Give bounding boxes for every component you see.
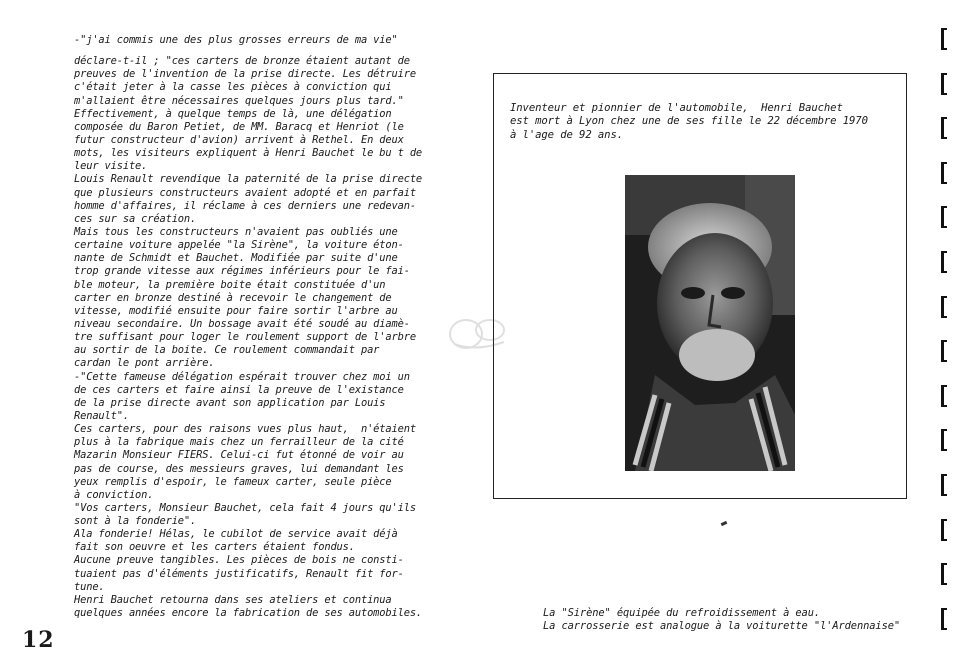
- body-text-line: quelques années encore la fabrication de ses automobiles.: [74, 607, 423, 620]
- body-text-line: déclare-t-il ; "ces carters de bronze étaient autant de: [74, 55, 410, 68]
- body-text-line: Aucune preuve tangibles. Les pièces de bois ne consti-: [74, 554, 404, 567]
- photo-caption-line: est mort à Lyon chez une de ses fille le 22 décembre 1970: [510, 115, 868, 128]
- body-text-line: Mais tous les constructeurs n'avaient pas oubliés une: [74, 225, 398, 238]
- binding-ring-icon: [941, 162, 944, 184]
- body-text-line: fait son oeuvre et les carters étaient fondus.: [74, 541, 355, 554]
- body-text-line: leur visite.: [74, 160, 148, 173]
- body-text-line: c'était jeter à la casse les pièces à conviction qui: [74, 81, 392, 94]
- body-text-line: de ces carters et faire ainsi la preuve de l'existance: [74, 383, 404, 396]
- body-text-line: m'allaient être nécessaires quelques jours plus tard.": [74, 94, 404, 107]
- body-text-line: nante de Schmidt et Bauchet. Modifiée par suite d'une: [74, 252, 398, 265]
- body-text-line: Louis Renault revendique la paternité de la prise directe: [74, 173, 423, 186]
- body-text-line: mots, les visiteurs expliquent à Henri Bauchet le bu t de: [74, 147, 423, 160]
- body-text-line: Renault".: [74, 409, 129, 422]
- binding-ring-icon: [941, 563, 944, 585]
- page-number: 12: [22, 627, 55, 653]
- watermark-stamp-icon: [446, 314, 510, 354]
- photo-caption: [510, 102, 900, 142]
- body-text-line: Mazarin Monsieur FIERS. Celui-ci fut étonné de voir au: [74, 449, 404, 462]
- body-text-line: yeux remplis d'espoir, le fameux carter, seule pièce: [74, 475, 392, 488]
- body-text-line: sont à la fonderie".: [74, 515, 197, 528]
- binding-ring-icon: [941, 73, 944, 95]
- body-text-line: trop grande vitesse aux régimes inférieurs pour le fai-: [74, 265, 410, 278]
- body-text-line: cardan le pont arrière.: [74, 357, 215, 370]
- binding-ring-icon: [941, 340, 944, 362]
- body-text-line: pas de course, des messieurs graves, lui demandant les: [74, 462, 404, 475]
- spiral-binding: [936, 28, 950, 648]
- photo-caption-line: Inventeur et pionnier de l'automobile, Henri Bauchet: [510, 102, 843, 114]
- body-text-line: Ala fonderie! Hélas, le cubilot de service avait déjà: [74, 528, 398, 541]
- binding-ring-icon: [941, 429, 944, 451]
- binding-ring-icon: [941, 206, 944, 228]
- binding-ring-icon: [941, 474, 944, 496]
- portrait-photo: [625, 175, 795, 471]
- stray-mark: [721, 521, 728, 526]
- body-text: [74, 34, 464, 620]
- photo-frame: [493, 73, 907, 499]
- body-text-line: -"j'ai commis une des plus grosses erreurs de ma vie": [74, 34, 398, 46]
- body-text-line: "Vos carters, Monsieur Bauchet, cela fait 4 jours qu'ils: [74, 501, 416, 514]
- body-text-line: niveau secondaire. Un bossage avait été soudé au diamè-: [74, 317, 410, 330]
- body-text-line: carter en bronze destiné à recevoir le changement de: [74, 291, 392, 304]
- bottom-caption: [543, 607, 943, 633]
- binding-ring-icon: [941, 608, 944, 630]
- binding-ring-icon: [941, 251, 944, 273]
- bottom-caption-line: La "Sirène" équipée du refroidissement à eau.: [543, 607, 821, 619]
- body-text-line: Henri Bauchet retourna dans ses ateliers et continua: [74, 593, 392, 606]
- photo-caption-line: à l'age de 92 ans.: [510, 128, 624, 141]
- body-text-line: certaine voiture appelée "la Sirène", la voiture éton-: [74, 239, 404, 252]
- body-text-line: homme d'affaires, il réclame à ces derniers une redevan-: [74, 199, 416, 212]
- body-text-line: tre suffisant pour loger le roulement support de l'arbre: [74, 331, 416, 344]
- body-text-line: composée du Baron Petiet, de MM. Baracq et Henriot (le: [74, 120, 404, 133]
- body-text-line: tune.: [74, 580, 105, 593]
- body-text-line: que plusieurs constructeurs avaient adopté et en parfait: [74, 186, 416, 199]
- body-text-line: futur constructeur d'avion) arrivent à Rethel. En deux: [74, 133, 404, 146]
- body-text-line: tuaient pas d'éléments justificatifs, Renault fit for-: [74, 567, 404, 580]
- body-text-line: à conviction.: [74, 488, 154, 501]
- body-text-line: Ces carters, pour des raisons vues plus haut, n'étaient: [74, 423, 416, 436]
- body-text-line: de la prise directe avant son application par Louis: [74, 396, 386, 409]
- body-text-line: Effectivement, à quelque temps de là, une délégation: [74, 107, 392, 120]
- binding-ring-icon: [941, 385, 944, 407]
- body-text-line: ble moteur, la première boite était constituée d'un: [74, 278, 386, 291]
- body-text-line: ces sur sa création.: [74, 212, 197, 225]
- binding-ring-icon: [941, 296, 944, 318]
- body-text-line: preuves de l'invention de la prise directe. Les détruire: [74, 68, 416, 81]
- bottom-caption-line: La carrosserie est analogue à la voiturette "l'Ardennaise": [543, 620, 901, 633]
- binding-ring-icon: [941, 519, 944, 541]
- body-text-line: plus à la fabrique mais chez un ferrailleur de la cité: [74, 436, 404, 449]
- binding-ring-icon: [941, 117, 944, 139]
- body-text-line: -"Cette fameuse délégation espérait trouver chez moi un: [74, 370, 410, 383]
- binding-ring-icon: [941, 28, 944, 50]
- body-text-line: vitesse, modifié ensuite pour faire sortir l'arbre au: [74, 304, 398, 317]
- body-text-line: au sortir de la boite. Ce roulement commandait par: [74, 344, 380, 357]
- portrait-illustration: [625, 175, 795, 471]
